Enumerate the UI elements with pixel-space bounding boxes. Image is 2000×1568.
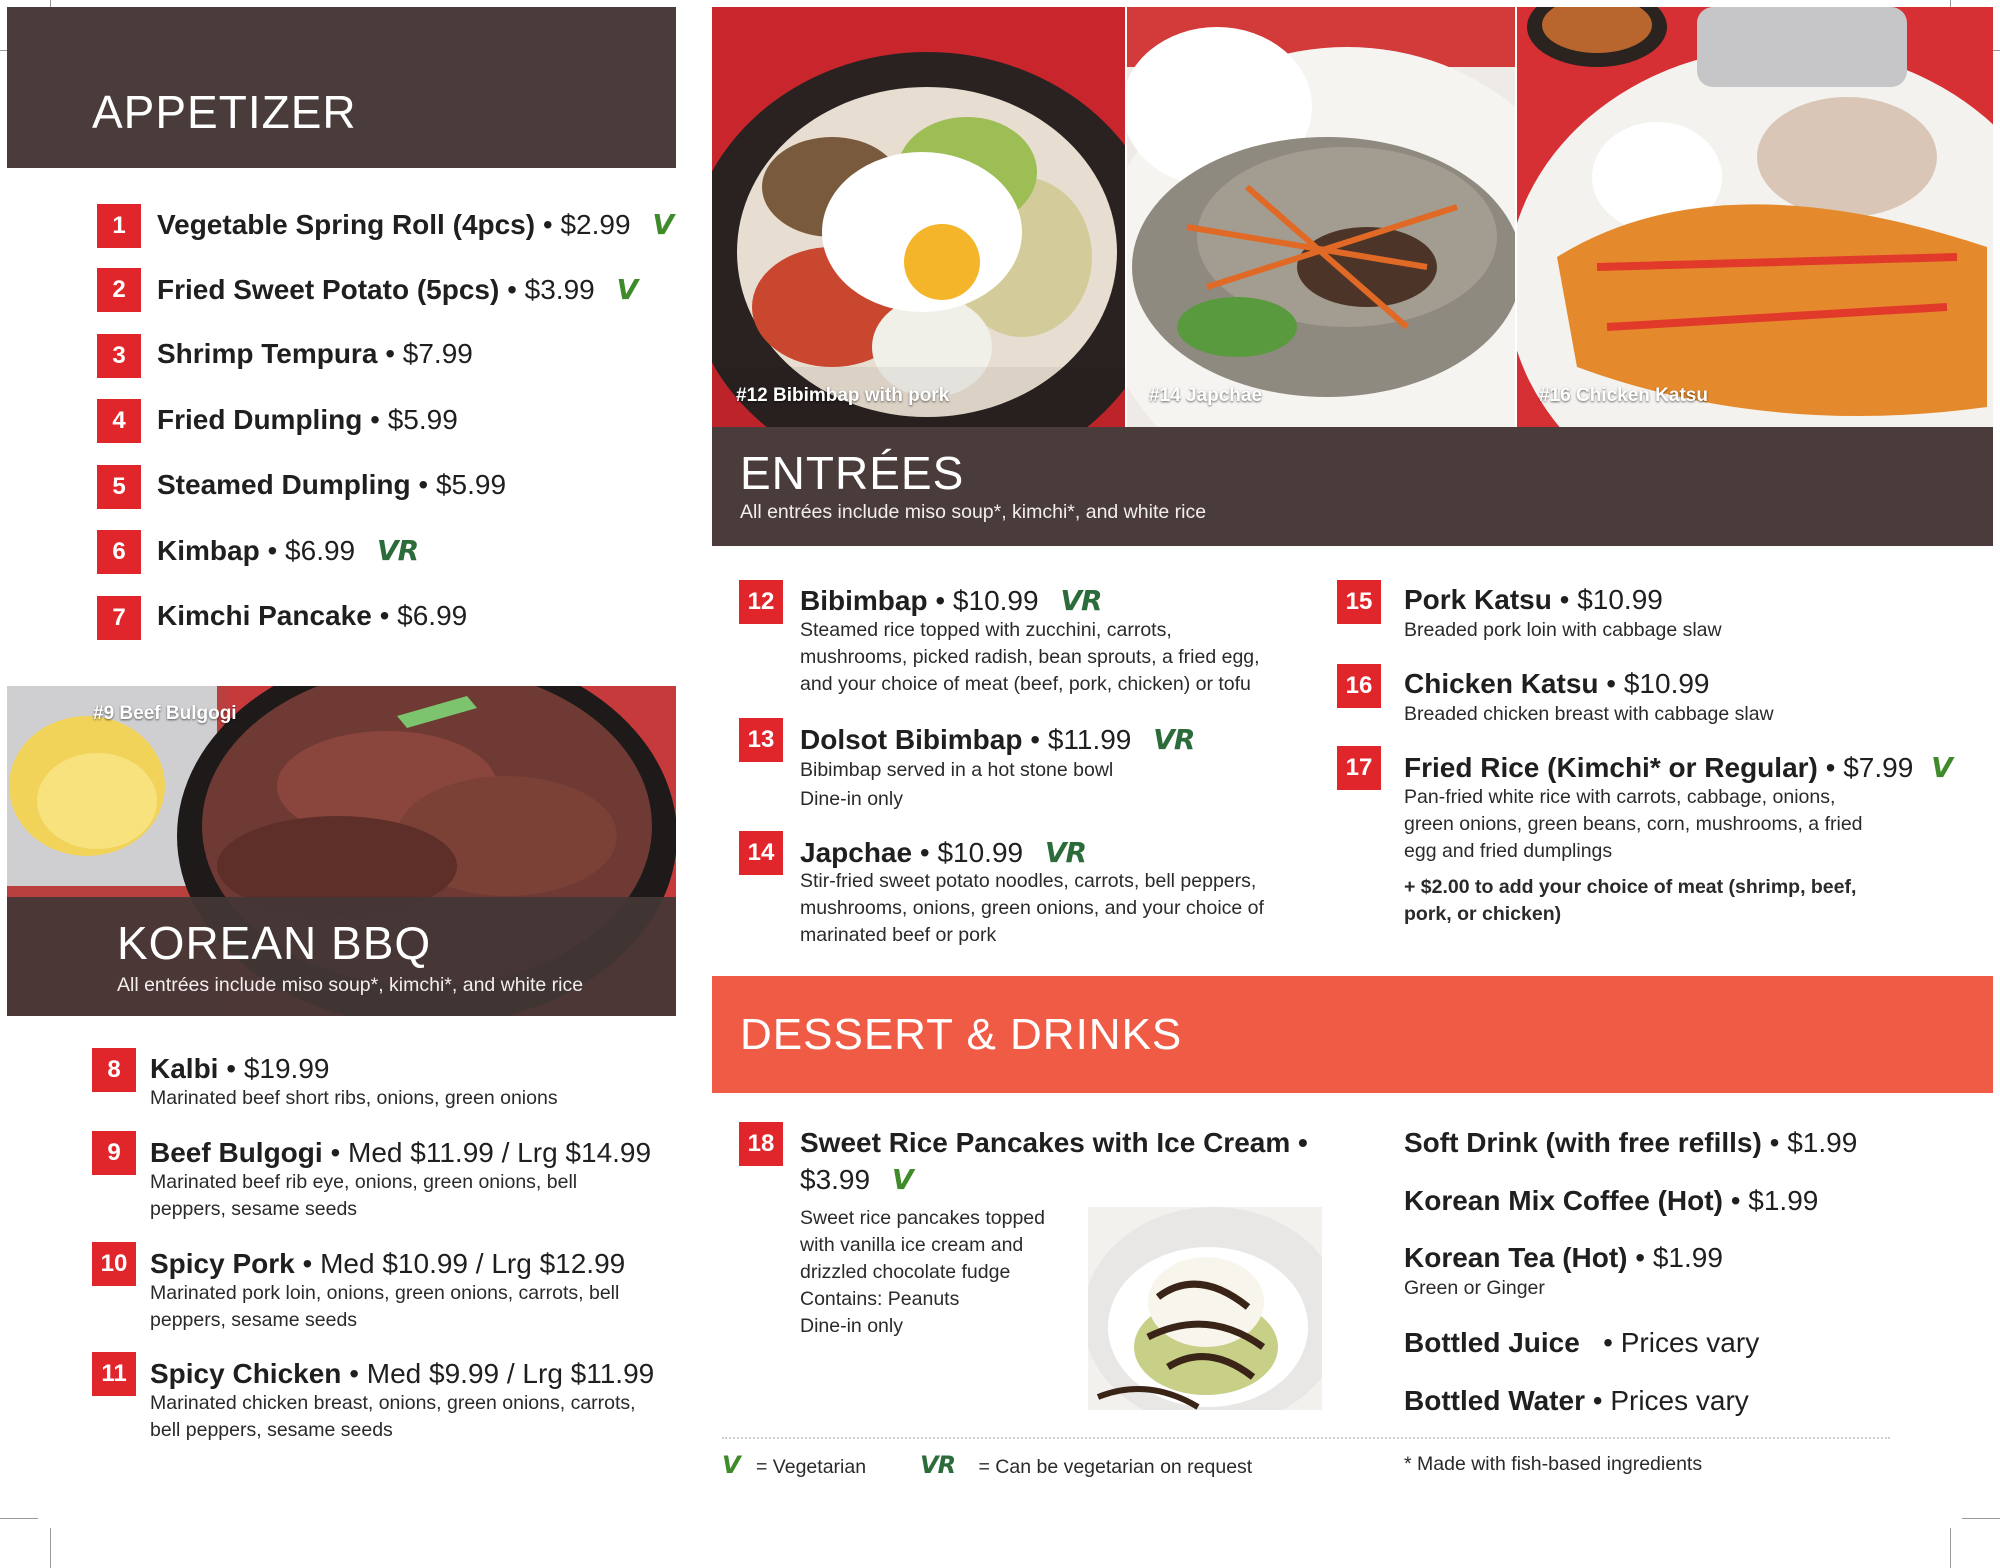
item-description: Marinated beef short ribs, onions, green onions	[150, 1087, 558, 1109]
crop-mark	[0, 1518, 38, 1519]
crop-mark	[50, 1528, 51, 1568]
divider	[722, 1437, 1890, 1439]
item-price: • $11.99	[1030, 724, 1132, 755]
item-number: 4	[97, 399, 141, 443]
item-price: • Med $9.99 / Lrg $11.99	[349, 1358, 655, 1389]
drink-name: Soft Drink (with free refills)	[1404, 1127, 1762, 1158]
item-name: Beef Bulgogi	[150, 1137, 323, 1168]
item-description: Steamed rice topped with zucchini, carrots, mushrooms, picked radish, bean sprouts, a fried egg, and your choice of meat (beef, pork, chicken) or tofu	[800, 619, 1260, 695]
item-number: 9	[92, 1131, 136, 1175]
item-price: • $19.99	[226, 1053, 330, 1084]
item-price: • $7.99	[1825, 752, 1914, 783]
japchae-photo	[1127, 7, 1515, 427]
drink-name: Korean Mix Coffee (Hot)	[1404, 1185, 1723, 1216]
vegetarian-request-icon: VR	[1044, 836, 1087, 869]
item-name: Dolsot Bibimbap	[800, 724, 1023, 755]
item-name: Chicken Katsu	[1404, 668, 1599, 699]
item-description: Sweet rice pancakes topped with vanilla ice cream and drizzled chocolate fudge Contains: Peanuts Dine-in only	[800, 1207, 1045, 1337]
item-name: Kimbap	[157, 535, 260, 566]
item-description: Marinated pork loin, onions, green onions, carrots, bell peppers, sesame seeds	[150, 1282, 620, 1331]
item-number: 6	[97, 530, 141, 574]
appetizer-header	[7, 7, 676, 168]
item-price: • $10.99	[1559, 584, 1663, 615]
item-price: • $10.99	[1606, 668, 1710, 699]
item-name: Bibimbap	[800, 585, 928, 616]
katsu-photo-illustration	[1517, 7, 1993, 427]
entrees-header	[712, 427, 1993, 546]
japchae-photo-illustration	[1127, 7, 1515, 427]
item-description: Stir-fried sweet potato noodles, carrots, bell peppers, mushrooms, onions, green onions, and your choice of marinated beef or pork	[800, 870, 1264, 946]
item-number: 7	[97, 596, 141, 640]
drink-price: • $1.99	[1730, 1185, 1819, 1216]
vegetarian-icon: V	[891, 1163, 914, 1196]
item-name: Kalbi	[150, 1053, 219, 1084]
item-price: • $10.99	[919, 837, 1024, 868]
item-number: 2	[97, 268, 141, 312]
entrees-subtitle: All entrées include miso soup*, kimchi*, and white rice	[740, 501, 1207, 523]
item-number: 16	[1337, 664, 1381, 708]
item-description: Breaded pork loin with cabbage slaw	[1404, 619, 1722, 641]
appetizer-title: APPETIZER	[92, 86, 357, 138]
item-price: • $5.99	[370, 404, 458, 435]
item-price: • $10.99	[935, 585, 1039, 616]
drink-price: • $1.99	[1769, 1127, 1858, 1158]
korean-bbq-header	[7, 897, 676, 1016]
dessert-photo	[1088, 1207, 1322, 1410]
korean-bbq-title: KOREAN BBQ	[117, 917, 432, 969]
item-name: Fried Dumpling	[157, 404, 363, 435]
item-name: Steamed Dumpling	[157, 469, 411, 500]
crop-mark	[1962, 1518, 2000, 1519]
item-description: Marinated beef rib eye, onions, green onions, bell peppers, sesame seeds	[150, 1171, 578, 1220]
item-name: Vegetable Spring Roll (4pcs)	[157, 209, 536, 240]
photo-caption: #12 Bibimbap with pork	[736, 385, 950, 406]
dessert-drinks-title: DESSERT & DRINKS	[740, 1010, 1183, 1059]
item-name: Sweet Rice Pancakes with Ice Cream •	[800, 1127, 1308, 1158]
item-name: Fried Sweet Potato (5pcs)	[157, 274, 500, 305]
list-item	[1404, 1127, 1857, 1159]
bibimbap-photo	[712, 7, 1125, 427]
legend-text: = Vegetarian	[756, 1456, 867, 1478]
item-name: Spicy Chicken	[150, 1358, 342, 1389]
pancake-photo-illustration	[1088, 1207, 1322, 1410]
item-name: Pork Katsu	[1404, 584, 1552, 615]
drink-price: • Prices vary	[1587, 1327, 1760, 1358]
list-item	[1404, 1385, 1749, 1417]
item-number: 1	[97, 204, 141, 248]
drink-description: Green or Ginger	[1404, 1277, 1545, 1299]
drink-name: Korean Tea (Hot)	[1404, 1242, 1628, 1273]
vegetarian-icon: V	[652, 208, 674, 241]
photo-caption: #14 Japchae	[1149, 385, 1263, 406]
item-price: • $6.99	[379, 600, 468, 631]
bibimbap-photo-illustration	[712, 7, 1125, 427]
vegetarian-request-icon: VR	[376, 534, 419, 567]
item-number: 5	[97, 465, 141, 509]
drink-name: Bottled Water	[1404, 1385, 1585, 1416]
item-price: $3.99	[800, 1164, 871, 1195]
item-price: • $5.99	[418, 469, 507, 500]
korean-bbq-subtitle: All entrées include miso soup*, kimchi*, and white rice	[117, 974, 584, 996]
vegetarian-request-icon: VR	[1060, 584, 1102, 617]
vegetarian-request-icon: VR	[920, 1451, 956, 1479]
drink-name: Bottled Juice	[1404, 1327, 1580, 1358]
photo-caption: #9 Beef Bulgogi	[93, 703, 237, 724]
item-number: 8	[92, 1048, 136, 1092]
vegetarian-icon: V	[722, 1451, 741, 1479]
crop-mark	[1950, 1528, 1951, 1568]
item-name: Spicy Pork	[150, 1248, 295, 1279]
item-description: Breaded chicken breast with cabbage slaw	[1404, 703, 1774, 725]
item-number: 14	[739, 831, 783, 875]
item-description: Pan-fried white rice with carrots, cabbage, onions, green onions, green beans, corn, mushrooms, a fried egg and fried dumplings	[1404, 786, 1863, 862]
item-price: • Med $10.99 / Lrg $12.99	[302, 1248, 626, 1279]
chicken-katsu-photo	[1517, 7, 1993, 427]
legend-vegetarian	[722, 1451, 866, 1479]
item-price: • Med $11.99 / Lrg $14.99	[330, 1137, 652, 1168]
item-description: Marinated chicken breast, onions, green onions, carrots, bell peppers, sesame seeds	[150, 1392, 636, 1441]
item-price: • $7.99	[385, 338, 473, 369]
drink-price: • $1.99	[1635, 1242, 1723, 1273]
list-item	[1404, 1242, 1723, 1274]
vegetarian-icon: V	[1931, 751, 1953, 784]
dessert-drinks-header	[712, 976, 1993, 1093]
item-name: Fried Rice (Kimchi* or Regular)	[1404, 752, 1818, 783]
item-number: 15	[1337, 580, 1381, 624]
item-number: 13	[739, 718, 783, 762]
legend-text: = Can be vegetarian on request	[978, 1456, 1253, 1478]
item-addon-note: + $2.00 to add your choice of meat (shrimp, beef, pork, or chicken)	[1404, 876, 1857, 925]
photo-caption: #16 Chicken Katsu	[1539, 385, 1708, 406]
item-description: Bibimbap served in a hot stone bowl Dine-in only	[800, 759, 1114, 810]
item-name: Japchae	[800, 837, 913, 868]
item-number: 11	[92, 1352, 136, 1396]
item-number: 18	[739, 1122, 783, 1166]
item-number: 3	[97, 334, 141, 378]
legend-vegetarian-request	[920, 1451, 1252, 1479]
item-price: • $6.99	[267, 535, 356, 566]
item-price: • $2.99	[542, 209, 631, 240]
item-number: 12	[739, 580, 783, 624]
item-number: 10	[92, 1242, 136, 1286]
item-price: • $3.99	[507, 274, 595, 305]
item-number: 17	[1337, 746, 1381, 790]
vegetarian-icon: V	[616, 273, 639, 306]
legend-footnote: * Made with fish-based ingredients	[1404, 1453, 1703, 1475]
vegetarian-request-icon: VR	[1153, 723, 1195, 756]
item-name: Shrimp Tempura	[157, 338, 378, 369]
drink-price: • Prices vary	[1592, 1385, 1749, 1416]
item-name: Kimchi Pancake	[157, 600, 372, 631]
list-item	[1404, 1327, 1759, 1359]
list-item	[1404, 1185, 1818, 1217]
entrees-title: ENTRÉES	[740, 447, 965, 499]
